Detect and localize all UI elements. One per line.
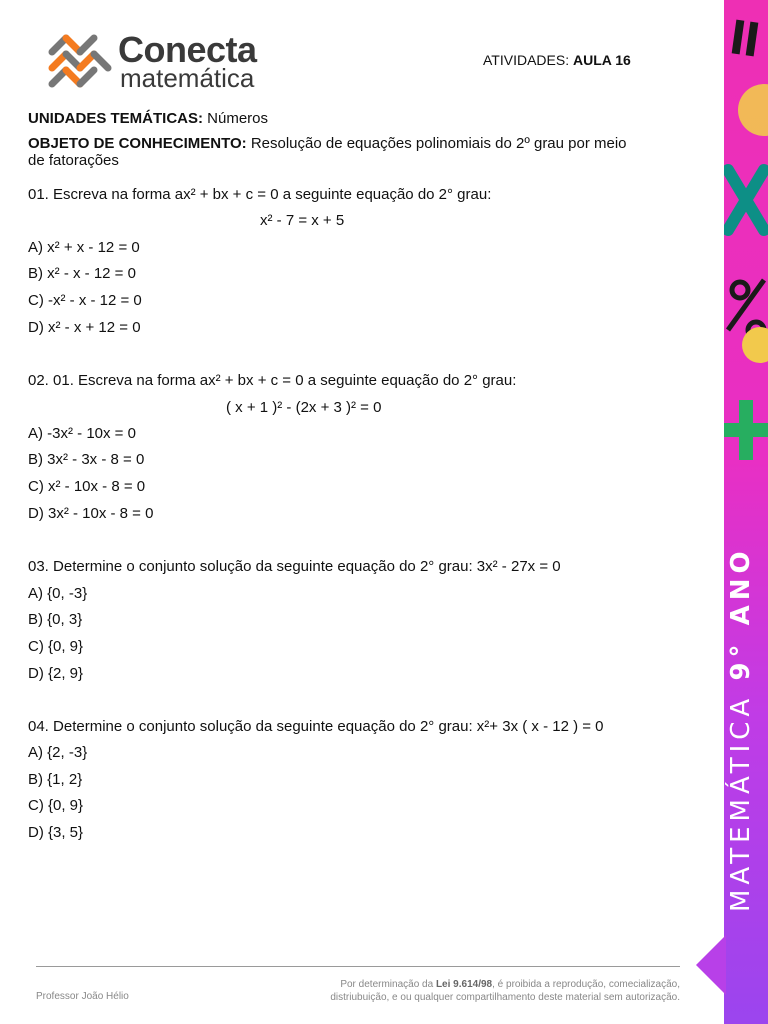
conecta-logo <box>44 30 264 96</box>
footer-divider <box>36 966 680 967</box>
question-3-option-c: C) {0, 9} <box>28 638 84 655</box>
question-3-option-b: B) {0, 3} <box>28 611 83 628</box>
footer-notice-post: , é proibida a reprodução, comecialização, <box>492 979 680 990</box>
units-value: Números <box>207 110 269 127</box>
units-line <box>28 110 268 128</box>
question-2-option-a: A) -3x² - 10x = 0 <box>28 425 136 442</box>
question-2-option-d: D) 3x² - 10x - 8 = 0 <box>28 505 154 522</box>
units-label: UNIDADES TEMÁTICAS: <box>28 110 203 127</box>
question-1-option-c: C) -x² - x - 12 = 0 <box>28 292 142 309</box>
activities-label: ATIVIDADES: <box>483 52 570 68</box>
question-4-option-a: A) {2, -3} <box>28 744 88 761</box>
object-label: OBJETO DE CONHECIMENTO: <box>28 135 247 152</box>
footer-notice <box>330 978 680 1004</box>
activities-value: AULA 16 <box>572 52 631 68</box>
object-value: Resolução de equações polinomiais do 2º grau por meio <box>250 135 627 152</box>
object-line <box>28 135 627 153</box>
question-4-prompt: 04. Determine o conjunto solução da seguinte equação do 2° grau: x²+ 3x ( x - 12 ) = 0 <box>28 718 604 735</box>
subject-label: MATEMÁTICA <box>726 693 756 912</box>
footer-notice-line-2: distriubuição, e ou qualquer compartilhamento deste material sem autorização. <box>330 992 680 1003</box>
math-symbols-decoration <box>724 0 768 480</box>
grade-label: 9° ANO <box>726 546 756 681</box>
question-2-option-b: B) 3x² - 3x - 8 = 0 <box>28 451 145 468</box>
question-4-option-d: D) {3, 5} <box>28 824 84 841</box>
logo-icon <box>44 30 114 96</box>
footer-notice-pre: Por determinação da <box>340 979 434 990</box>
activities-header <box>483 52 631 68</box>
question-1-option-a: A) x² + x - 12 = 0 <box>28 239 140 256</box>
question-4-option-b: B) {1, 2} <box>28 771 83 788</box>
footer-notice-law: Lei 9.614/98 <box>435 979 493 990</box>
logo-title: Conecta <box>118 29 257 70</box>
sidebar-tab <box>696 935 726 995</box>
object-line-2: de fatorações <box>28 152 119 169</box>
question-3-option-a: A) {0, -3} <box>28 585 88 602</box>
subject-grade-label <box>726 546 756 912</box>
question-2-prompt: 02. 01. Escreva na forma ax² + bx + c = 0 a seguinte equação do 2° grau: <box>28 372 517 389</box>
question-3-option-d: D) {2, 9} <box>28 665 84 682</box>
question-2-equation: ( x + 1 )² - (2x + 3 )² = 0 <box>226 399 382 416</box>
question-3-prompt: 03. Determine o conjunto solução da seguinte equação do 2° grau: 3x² - 27x = 0 <box>28 558 561 575</box>
question-1-option-d: D) x² - x + 12 = 0 <box>28 319 141 336</box>
footer-teacher: Professor João Hélio <box>36 991 129 1002</box>
footer-notice-line-1 <box>330 978 680 991</box>
question-1-option-b: B) x² - x - 12 = 0 <box>28 265 136 282</box>
question-2-option-c: C) x² - 10x - 8 = 0 <box>28 478 146 495</box>
question-1-prompt: 01. Escreva na forma ax² + bx + c = 0 a seguinte equação do 2° grau: <box>28 186 492 203</box>
question-4-option-c: C) {0, 9} <box>28 797 84 814</box>
question-1-equation: x² - 7 = x + 5 <box>260 212 345 229</box>
subject-sidebar <box>724 0 768 1024</box>
logo-subtitle: matemática <box>120 63 255 93</box>
